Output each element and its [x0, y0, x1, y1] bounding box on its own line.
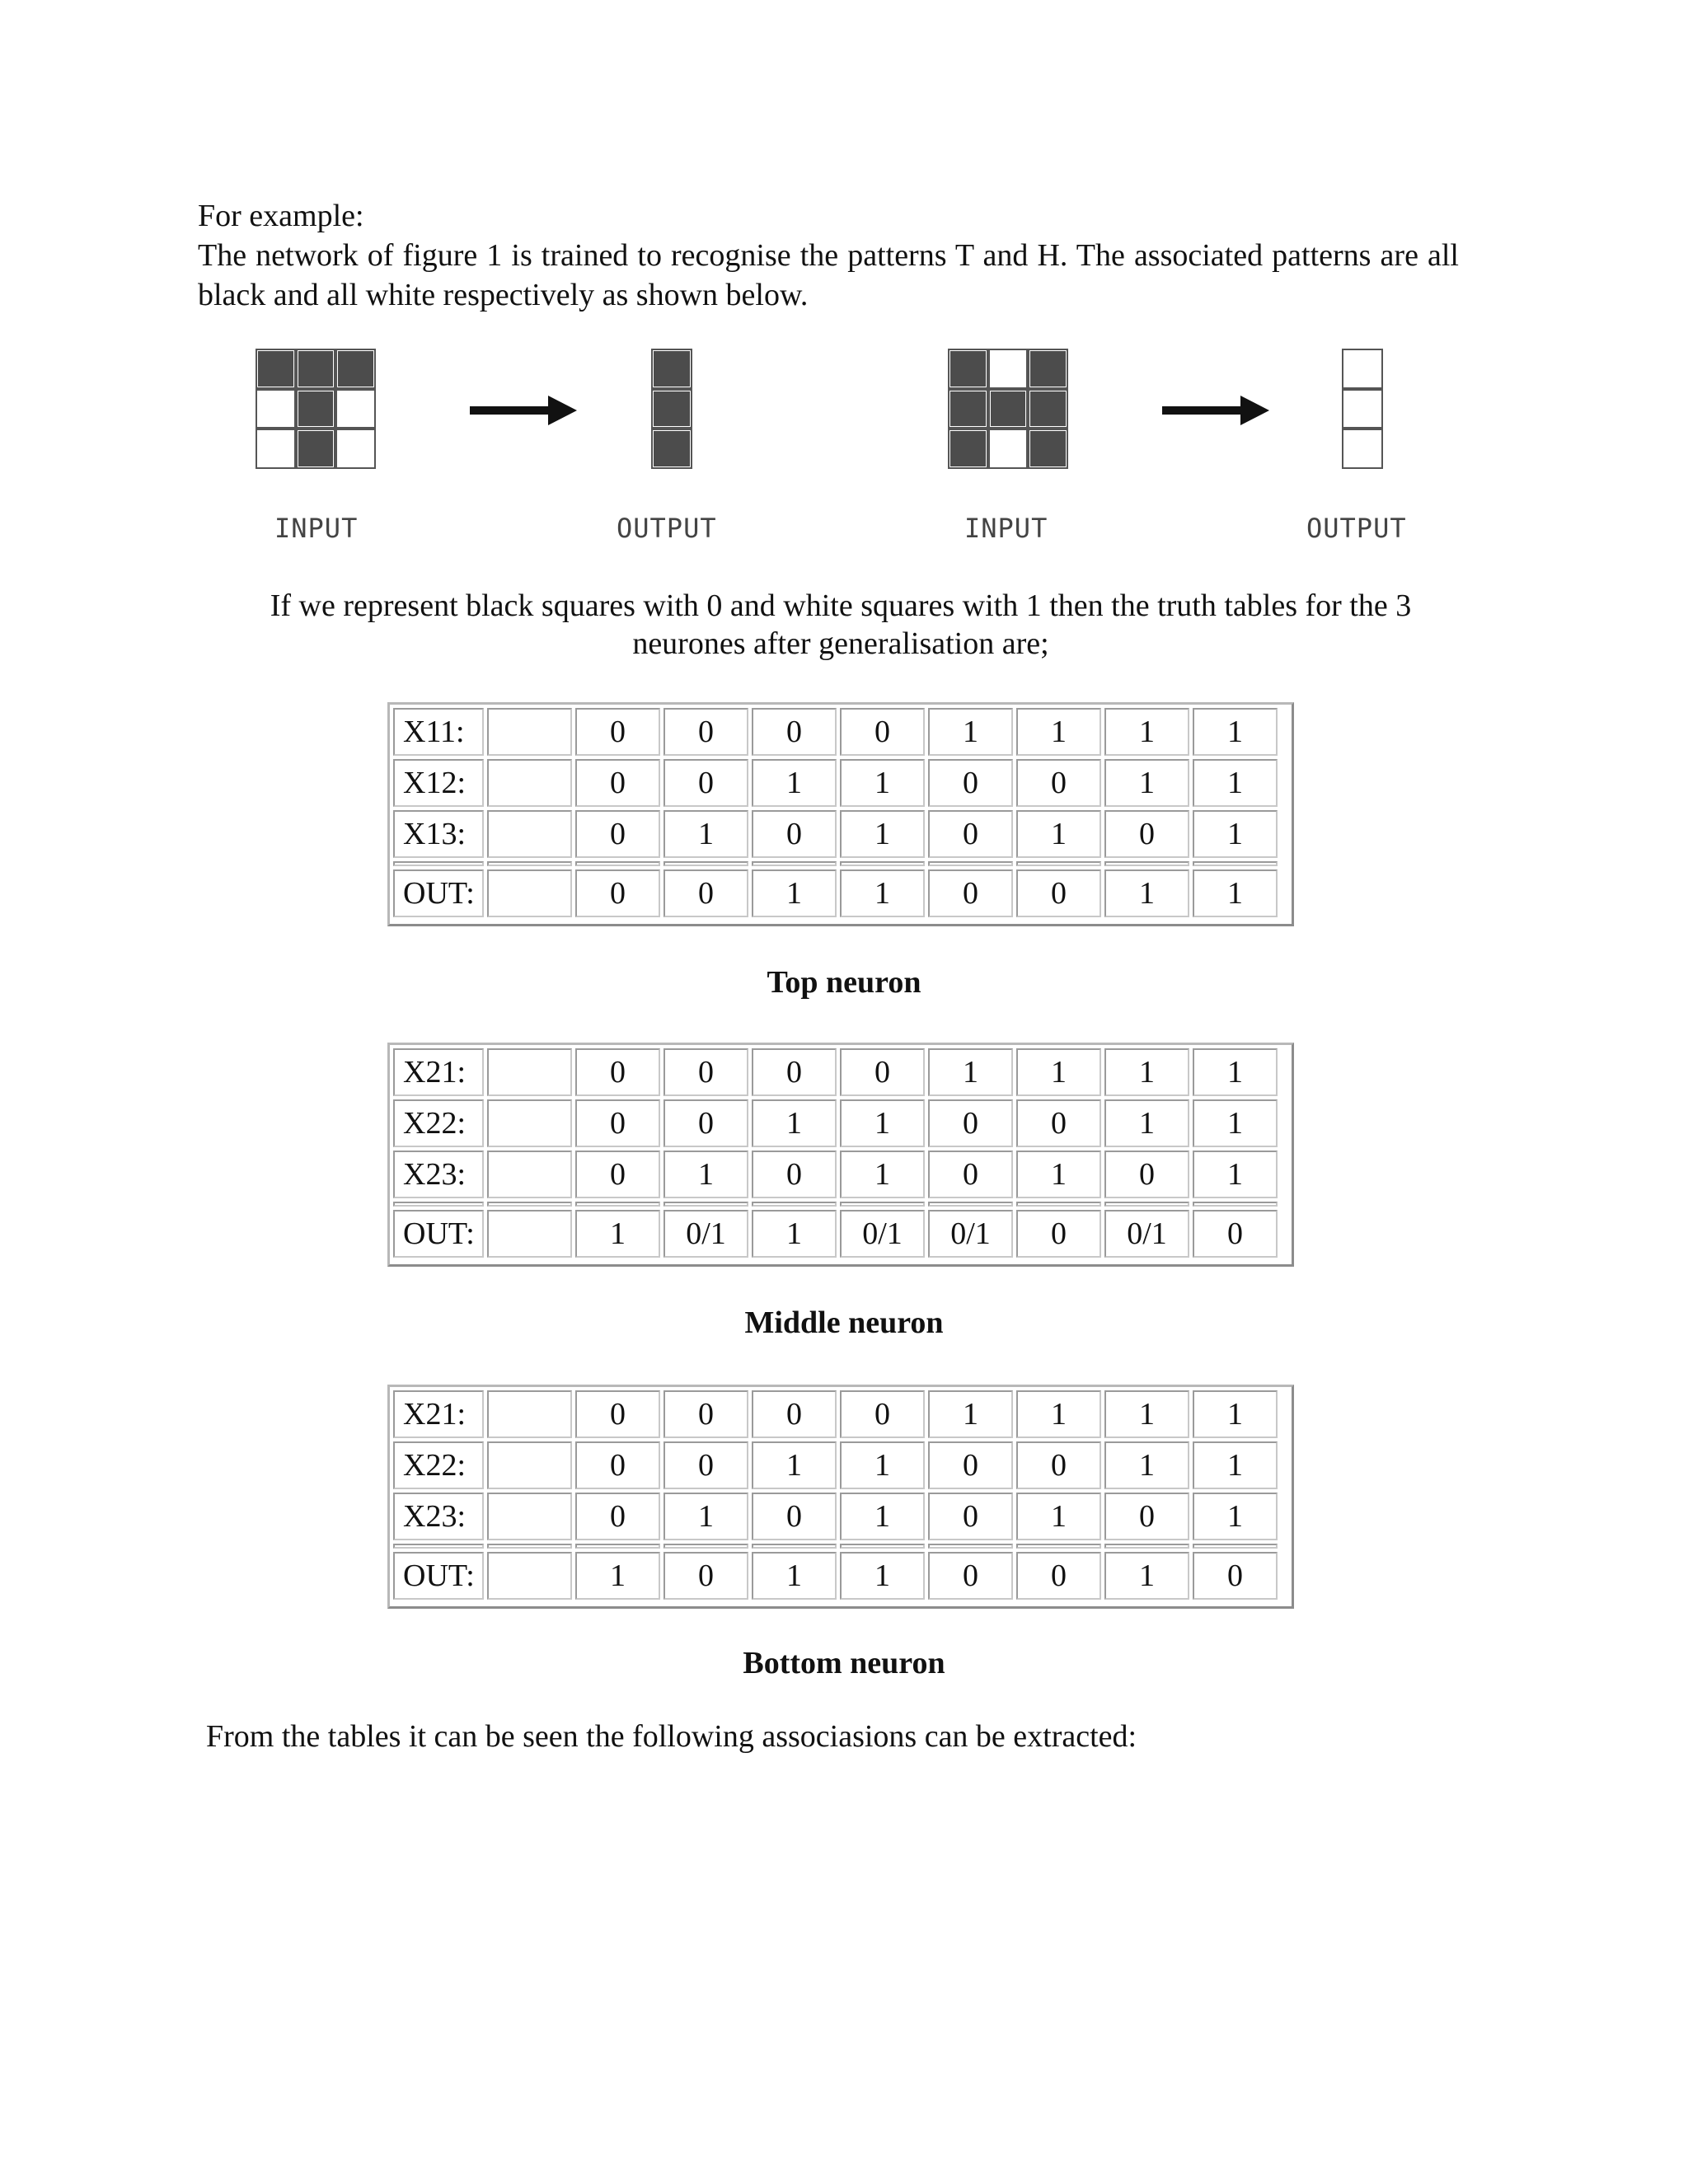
table-cell: 1: [752, 869, 837, 917]
table-cell: 1: [663, 1151, 748, 1198]
black-square: [296, 389, 336, 429]
table-cell: 1: [1193, 1441, 1278, 1489]
truth-table-bottom: [387, 1385, 1294, 1609]
black-square: [335, 349, 376, 389]
table-cell: 1: [1016, 1048, 1101, 1096]
table-cell: 0: [928, 759, 1013, 807]
white-square: [988, 349, 1029, 389]
table-cell: 1: [1104, 1552, 1189, 1600]
table-cell: 1: [928, 708, 1013, 756]
separator-cell: [752, 1544, 837, 1549]
figure-label-output-h: OUTPUT: [1306, 513, 1407, 544]
table-cell: 1: [928, 1390, 1013, 1438]
caption-middle-neuron: Middle neuron: [744, 1305, 944, 1340]
input-row: [393, 810, 1288, 858]
empty-cell: [487, 1210, 572, 1258]
h-input-pattern: [948, 349, 1068, 469]
table-cell: 1: [840, 1552, 925, 1600]
table-cell: 0: [752, 1151, 837, 1198]
black-square: [651, 349, 692, 389]
table-cell: 0: [928, 1493, 1013, 1540]
empty-cell: [487, 1441, 572, 1489]
white-square: [1342, 389, 1383, 429]
table-cell: 1: [1104, 708, 1189, 756]
table-cell: 1: [1104, 1390, 1189, 1438]
output-row: [393, 1552, 1288, 1600]
table-cell: 0: [1016, 1441, 1101, 1489]
separator-cell: [487, 861, 572, 866]
table-separator: [393, 1544, 1288, 1549]
separator-cell: [840, 861, 925, 866]
table-cell: 1: [1016, 1390, 1101, 1438]
row-label: X22:: [393, 1099, 484, 1147]
table-cell: 1: [840, 1151, 925, 1198]
table-cell: 1: [840, 1493, 925, 1540]
table-cell: 0: [1016, 1552, 1101, 1600]
empty-cell: [487, 708, 572, 756]
black-square: [296, 429, 336, 469]
separator-cell: [575, 861, 660, 866]
separator-cell: [575, 1544, 660, 1549]
table-cell: 0: [1016, 869, 1101, 917]
white-square: [988, 429, 1029, 469]
table-cell: 0: [928, 869, 1013, 917]
black-square: [1028, 389, 1068, 429]
table-cell: 1: [752, 1441, 837, 1489]
intro-text: [198, 196, 1459, 315]
table-cell: 0: [1104, 810, 1189, 858]
white-square: [335, 429, 376, 469]
separator-cell: [663, 1544, 748, 1549]
figure-label-output-t: OUTPUT: [617, 513, 717, 544]
row-label: X11:: [393, 708, 484, 756]
table-cell: 0: [928, 1441, 1013, 1489]
black-square: [948, 389, 988, 429]
figure-label-input-t: INPUT: [274, 513, 359, 544]
empty-cell: [487, 1552, 572, 1600]
separator-cell: [752, 1202, 837, 1207]
table-cell: 0: [752, 810, 837, 858]
empty-cell: [487, 1048, 572, 1096]
table-cell: 0: [663, 1390, 748, 1438]
table-cell: 1: [1104, 1099, 1189, 1147]
table-cell: 0: [575, 708, 660, 756]
table-cell: 1: [752, 1099, 837, 1147]
table-cell: 0: [575, 810, 660, 858]
input-row: [393, 1390, 1288, 1438]
row-label: X22:: [393, 1441, 484, 1489]
table-cell: 0: [928, 1151, 1013, 1198]
row-label: X23:: [393, 1493, 484, 1540]
separator-cell: [393, 861, 484, 866]
white-square: [256, 389, 296, 429]
closing-text: From the tables it can be seen the following associasions can be extracted:: [206, 1719, 1137, 1754]
separator-cell: [1016, 1544, 1101, 1549]
truth-table-top: [387, 702, 1294, 926]
table-cell: 0: [663, 708, 748, 756]
table-cell: 0: [575, 759, 660, 807]
intro-paragraph: The network of figure 1 is trained to recognise the patterns T and H. The associated patterns are all black and all white respectively as shown below.: [198, 238, 1459, 312]
table-cell: 1: [575, 1210, 660, 1258]
table-cell: 1: [1193, 1493, 1278, 1540]
table-cell: 0: [840, 708, 925, 756]
table-cell: 1: [1104, 1048, 1189, 1096]
table-separator: [393, 1202, 1288, 1207]
empty-cell: [487, 1151, 572, 1198]
table-cell: 0: [575, 1390, 660, 1438]
table-cell: 1: [1193, 1390, 1278, 1438]
caption-bottom-neuron: Bottom neuron: [743, 1646, 945, 1680]
table-cell: 0: [575, 869, 660, 917]
separator-cell: [487, 1202, 572, 1207]
row-label: X21:: [393, 1048, 484, 1096]
separator-cell: [575, 1202, 660, 1207]
table-cell: 0: [663, 1099, 748, 1147]
table-cell: 0: [752, 708, 837, 756]
row-label: X21:: [393, 1390, 484, 1438]
input-row: [393, 1151, 1288, 1198]
table-cell: 0: [928, 1099, 1013, 1147]
table-cell: 1: [1193, 1099, 1278, 1147]
table-cell: 1: [1193, 1048, 1278, 1096]
table-cell: 1: [1104, 1441, 1189, 1489]
table-cell: 1: [752, 759, 837, 807]
table-cell: 1: [575, 1552, 660, 1600]
table-cell: 1: [1016, 1151, 1101, 1198]
white-square: [1342, 349, 1383, 389]
white-square: [1342, 429, 1383, 469]
table-cell: 0: [1193, 1552, 1278, 1600]
black-square: [948, 429, 988, 469]
output-row: [393, 1210, 1288, 1258]
table-cell: 0: [752, 1493, 837, 1540]
table-cell: 1: [1193, 759, 1278, 807]
input-row: [393, 1048, 1288, 1096]
table-cell: 0: [752, 1390, 837, 1438]
table-cell: 1: [663, 1493, 748, 1540]
table-cell: 1: [1016, 810, 1101, 858]
row-label: X23:: [393, 1151, 484, 1198]
table-cell: 0: [1016, 759, 1101, 807]
table-cell: 0: [663, 1048, 748, 1096]
table-cell: 1: [840, 810, 925, 858]
table-cell: 0/1: [663, 1210, 748, 1258]
table-cell: 0: [663, 759, 748, 807]
separator-cell: [840, 1202, 925, 1207]
separator-cell: [1193, 1544, 1278, 1549]
separator-cell: [393, 1202, 484, 1207]
black-square: [948, 349, 988, 389]
t-output-pattern: [651, 349, 692, 469]
table-cell: 0: [1016, 1099, 1101, 1147]
empty-cell: [487, 1390, 572, 1438]
table-cell: 0: [1193, 1210, 1278, 1258]
arrow-icon: [470, 394, 577, 427]
table-cell: 0: [575, 1151, 660, 1198]
table-cell: 0/1: [1104, 1210, 1189, 1258]
input-row: [393, 1493, 1288, 1540]
black-square: [256, 349, 296, 389]
h-output-pattern: [1342, 349, 1383, 469]
black-square: [1028, 349, 1068, 389]
table-cell: 0: [928, 810, 1013, 858]
table-cell: 0: [575, 1441, 660, 1489]
separator-cell: [487, 1544, 572, 1549]
separator-cell: [752, 861, 837, 866]
empty-cell: [487, 1099, 572, 1147]
figure-label-input-h: INPUT: [964, 513, 1048, 544]
white-square: [335, 389, 376, 429]
table-cell: 1: [928, 1048, 1013, 1096]
table-cell: 0: [928, 1552, 1013, 1600]
table-cell: 1: [1193, 869, 1278, 917]
table-cell: 1: [752, 1210, 837, 1258]
table-cell: 0/1: [928, 1210, 1013, 1258]
table-cell: 1: [1193, 708, 1278, 756]
row-label: X13:: [393, 810, 484, 858]
table-cell: 0: [840, 1390, 925, 1438]
separator-cell: [1016, 1202, 1101, 1207]
separator-cell: [393, 1544, 484, 1549]
separator-cell: [1104, 1202, 1189, 1207]
table-cell: 1: [752, 1552, 837, 1600]
separator-cell: [1193, 861, 1278, 866]
separator-cell: [928, 1544, 1013, 1549]
table-cell: 1: [840, 759, 925, 807]
white-square: [256, 429, 296, 469]
input-row: [393, 1099, 1288, 1147]
table-cell: 1: [663, 810, 748, 858]
black-square: [1028, 429, 1068, 469]
black-square: [651, 429, 692, 469]
table-separator: [393, 861, 1288, 866]
table-cell: 0: [575, 1099, 660, 1147]
row-label: OUT:: [393, 869, 484, 917]
table-cell: 0: [1104, 1493, 1189, 1540]
row-label: X12:: [393, 759, 484, 807]
black-square: [651, 389, 692, 429]
table-cell: 0: [575, 1493, 660, 1540]
table-cell: 0: [663, 1552, 748, 1600]
input-row: [393, 1441, 1288, 1489]
table-cell: 1: [840, 1441, 925, 1489]
table-cell: 1: [1193, 1151, 1278, 1198]
output-row: [393, 869, 1288, 917]
table-cell: 1: [840, 1099, 925, 1147]
separator-cell: [928, 1202, 1013, 1207]
input-row: [393, 708, 1288, 756]
truth-table-middle: [387, 1043, 1294, 1267]
black-square: [988, 389, 1029, 429]
black-square: [296, 349, 336, 389]
arrow-icon: [1162, 394, 1269, 427]
empty-cell: [487, 759, 572, 807]
separator-cell: [1104, 1544, 1189, 1549]
separator-cell: [928, 861, 1013, 866]
empty-cell: [487, 869, 572, 917]
table-cell: 1: [1016, 1493, 1101, 1540]
table-cell: 1: [840, 869, 925, 917]
separator-cell: [663, 1202, 748, 1207]
separator-cell: [1016, 861, 1101, 866]
t-input-pattern: [256, 349, 376, 469]
representation-paragraph: If we represent black squares with 0 and white squares with 1 then the truth tables for the 3 neurones after generalisation are;: [270, 588, 1412, 661]
separator-cell: [1193, 1202, 1278, 1207]
table-cell: 1: [1104, 759, 1189, 807]
separator-cell: [840, 1544, 925, 1549]
empty-cell: [487, 1493, 572, 1540]
table-cell: 1: [1104, 869, 1189, 917]
table-cell: 1: [1016, 708, 1101, 756]
empty-cell: [487, 810, 572, 858]
table-cell: 1: [1193, 810, 1278, 858]
caption-top-neuron: Top neuron: [767, 965, 921, 1000]
table-cell: 0: [575, 1048, 660, 1096]
table-cell: 0: [1104, 1151, 1189, 1198]
separator-cell: [1104, 861, 1189, 866]
intro-line-1: For example:: [198, 199, 364, 233]
table-cell: 0: [663, 869, 748, 917]
table-cell: 0: [752, 1048, 837, 1096]
table-cell: 0: [663, 1441, 748, 1489]
table-cell: 0/1: [840, 1210, 925, 1258]
row-label: OUT:: [393, 1552, 484, 1600]
input-row: [393, 759, 1288, 807]
table-cell: 0: [1016, 1210, 1101, 1258]
separator-cell: [663, 861, 748, 866]
table-cell: 0: [840, 1048, 925, 1096]
row-label: OUT:: [393, 1210, 484, 1258]
